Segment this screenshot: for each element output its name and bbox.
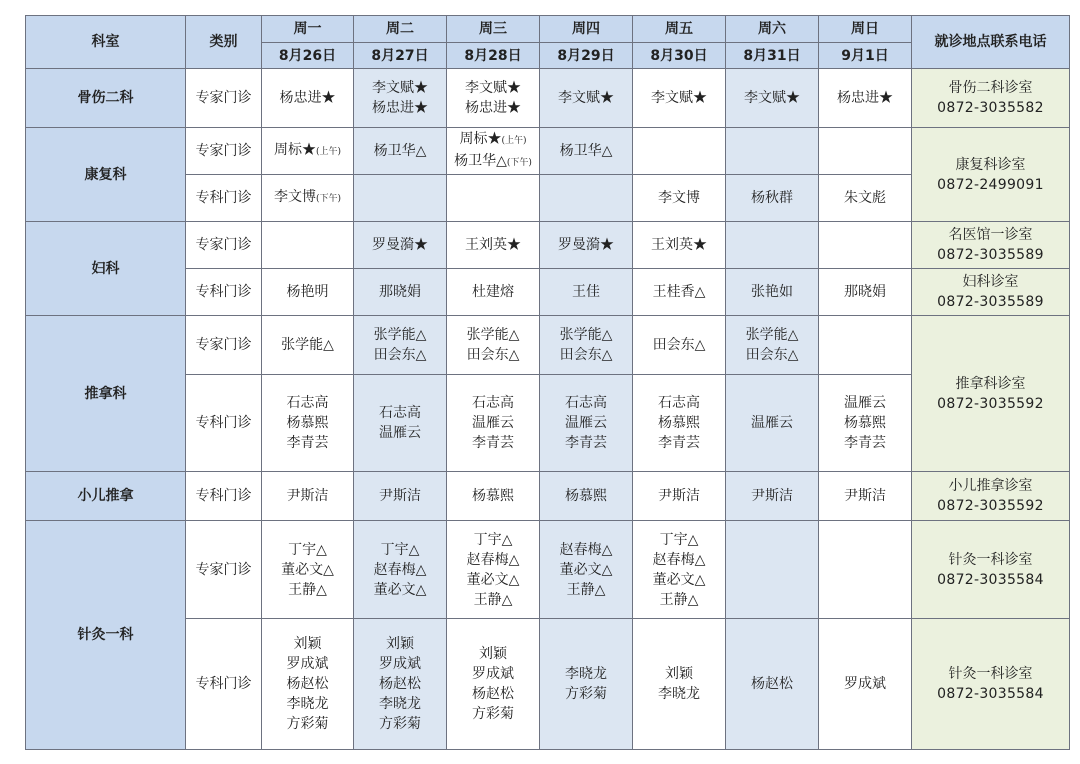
schedule-cell: [262, 269, 354, 316]
doctor-name: 罗成斌: [844, 676, 886, 692]
doctor-name: 田会东△: [559, 347, 613, 363]
doctor-name: 杨卫华△(下午): [454, 153, 532, 169]
table-row: [26, 222, 1070, 269]
doctor-name: 罗曼漪★: [558, 237, 614, 253]
schedule-cell: [540, 269, 633, 316]
schedule-cell: [819, 472, 912, 521]
doctor-name: 罗成斌: [286, 656, 329, 672]
doctor-name: 刘颖: [386, 636, 414, 652]
schedule-cell: [633, 128, 726, 175]
doctor-name: 李文博: [658, 190, 700, 206]
doctor-name: 张学能△: [281, 337, 334, 353]
doctor-name: 赵春梅△: [373, 561, 427, 578]
doctor-name: 石志高: [286, 395, 329, 411]
clinic-type: 专家门诊: [186, 521, 262, 619]
header-day: 周六: [726, 16, 819, 43]
doctor-name: 丁宇△: [288, 541, 327, 558]
doctor-name: 李文博(下午): [273, 189, 342, 205]
doctor-name: 周标★(上午): [459, 131, 527, 147]
doctor-name: 杨卫华△: [373, 143, 427, 159]
schedule-cell: [447, 472, 540, 521]
schedule-cell: [726, 521, 819, 619]
schedule-cell: [354, 619, 447, 750]
department-name: 骨伤二科: [26, 69, 186, 128]
clinic-room: 针灸一科诊室: [948, 666, 1033, 682]
doctor-name: 董必文△: [466, 571, 520, 588]
schedule-cell: [726, 316, 819, 375]
phone-number: 0872-3035589: [937, 247, 1044, 263]
header-date: 9月1日: [819, 43, 912, 69]
doctor-name: 王静△: [659, 591, 699, 608]
schedule-cell: [354, 128, 447, 175]
schedule-cell: [819, 619, 912, 750]
header-date: 8月27日: [354, 43, 447, 69]
doctor-name: 杨忠进★: [837, 90, 893, 106]
schedule-cell: [354, 472, 447, 521]
doctor-name: 李文赋★: [651, 90, 707, 106]
doctor-name: 刘颖: [665, 666, 693, 682]
schedule-cell: [447, 521, 540, 619]
doctor-name: 杨赵松: [379, 676, 421, 692]
schedule-cell: [447, 222, 540, 269]
doctor-name: 温雁云: [565, 415, 607, 431]
header-date: 8月29日: [540, 43, 633, 69]
clinic-type: 专家门诊: [186, 222, 262, 269]
schedule-table: [25, 15, 1070, 750]
header-day: 周四: [540, 16, 633, 43]
doctor-name: 周标★(上午): [273, 142, 342, 158]
header-day: 周一: [262, 16, 354, 43]
clinic-room: 推拿科诊室: [955, 375, 1026, 392]
doctor-name: 王佳: [572, 284, 600, 300]
schedule-cell: [726, 472, 819, 521]
phone-number: 0872-2499091: [937, 176, 1044, 193]
doctor-name: 王刘英★: [651, 237, 707, 253]
schedule-cell: [262, 69, 354, 128]
doctor-name: 王静△: [566, 581, 606, 598]
doctor-name: 张艳如: [751, 284, 793, 300]
doctor-name: 李文赋★: [744, 90, 800, 106]
doctor-name: 石志高: [472, 395, 514, 411]
doctor-name: 李文赋★: [465, 80, 521, 96]
schedule-cell: [633, 269, 726, 316]
schedule-cell: [540, 222, 633, 269]
phone-number: 0872-3035584: [937, 686, 1044, 702]
doctor-name: 方彩菊: [472, 706, 514, 722]
contact-cell: [912, 269, 1070, 316]
schedule-cell: [262, 316, 354, 375]
doctor-name: 丁宇△: [380, 541, 420, 558]
schedule-cell: [354, 175, 447, 222]
department-name: 针灸一科: [26, 521, 186, 750]
clinic-type: 专科门诊: [186, 472, 262, 521]
header-dept: 科室: [26, 16, 186, 69]
doctor-name: 杨赵松: [751, 676, 793, 692]
schedule-cell: [447, 69, 540, 128]
doctor-name: 赵春梅△: [466, 551, 520, 568]
department-name: 推拿科: [26, 316, 186, 472]
doctor-name: 罗成斌: [379, 656, 421, 672]
doctor-name: 杨艳明: [286, 284, 329, 300]
doctor-name: 李青芸: [658, 435, 700, 451]
doctor-name: 董必文△: [652, 571, 706, 588]
schedule-cell: [819, 269, 912, 316]
table-row: [26, 472, 1070, 521]
header-date: 8月26日: [262, 43, 354, 69]
doctor-name: 杨慕熙: [472, 488, 514, 504]
doctor-name: 温雁云: [844, 395, 886, 411]
contact-cell: [912, 472, 1070, 521]
schedule-cell: [633, 222, 726, 269]
clinic-type: 专科门诊: [186, 175, 262, 222]
doctor-name: 张学能△: [745, 327, 799, 343]
doctor-name: 李晓龙: [379, 696, 421, 712]
doctor-name: 方彩菊: [379, 716, 421, 732]
header-date: 8月28日: [447, 43, 540, 69]
doctor-name: 王刘英★: [465, 237, 521, 253]
doctor-name: 石志高: [565, 395, 607, 411]
schedule-cell: [447, 375, 540, 472]
clinic-room: 妇科诊室: [962, 274, 1019, 290]
schedule-cell: [819, 128, 912, 175]
clinic-type: 专科门诊: [186, 375, 262, 472]
phone-number: 0872-3035589: [937, 294, 1044, 310]
header-day: 周日: [819, 16, 912, 43]
doctor-name: 杨忠进★: [372, 100, 428, 116]
contact-cell: [912, 619, 1070, 750]
clinic-room: 小儿推拿诊室: [948, 478, 1033, 494]
doctor-name: 李晓龙: [658, 686, 700, 702]
schedule-cell: [262, 222, 354, 269]
schedule-cell: [540, 69, 633, 128]
schedule-cell: [726, 69, 819, 128]
header-type: 类别: [186, 16, 262, 69]
department-name: 康复科: [26, 128, 186, 222]
phone-number: 0872-3035592: [937, 498, 1044, 514]
doctor-name: 杨赵松: [286, 676, 329, 692]
doctor-name: 丁宇△: [659, 531, 699, 548]
schedule-cell: [633, 175, 726, 222]
schedule-cell: [819, 375, 912, 472]
schedule-cell: [540, 619, 633, 750]
schedule-cell: [633, 472, 726, 521]
doctor-name: 罗成斌: [472, 666, 514, 682]
department-name: 妇科: [26, 222, 186, 316]
doctor-name: 尹斯洁: [379, 488, 421, 504]
phone-number: 0872-3035584: [937, 571, 1044, 588]
doctor-name: 罗曼漪★: [372, 237, 428, 253]
doctor-name: 刘颖: [479, 646, 507, 662]
schedule-cell: [447, 269, 540, 316]
schedule-body: [26, 69, 1070, 750]
department-name: 小儿推拿: [26, 472, 186, 521]
schedule-cell: [633, 521, 726, 619]
schedule-cell: [262, 128, 354, 175]
contact-cell: [912, 222, 1070, 269]
header-day: 周二: [354, 16, 447, 43]
schedule-cell: [262, 619, 354, 750]
schedule-cell: [447, 619, 540, 750]
schedule-cell: [819, 222, 912, 269]
clinic-type: 专家门诊: [186, 316, 262, 375]
doctor-name: 石志高: [658, 395, 700, 411]
clinic-type: 专家门诊: [186, 128, 262, 175]
schedule-cell: [262, 375, 354, 472]
schedule-cell: [354, 375, 447, 472]
schedule-cell: [633, 619, 726, 750]
schedule-cell: [354, 316, 447, 375]
doctor-name: 李晓龙: [565, 666, 607, 682]
doctor-name: 温雁云: [379, 425, 421, 441]
doctor-name: 杨忠进★: [465, 100, 521, 116]
table-row: [26, 69, 1070, 128]
doctor-name: 杨慕熙: [844, 415, 886, 431]
schedule-cell: [354, 269, 447, 316]
schedule-cell: [633, 69, 726, 128]
contact-cell: [912, 69, 1070, 128]
schedule-cell: [633, 316, 726, 375]
phone-number: 0872-3035582: [937, 100, 1044, 116]
doctor-name: 尹斯洁: [751, 488, 793, 504]
doctor-name: 董必文△: [559, 561, 613, 578]
doctor-name: 杨慕熙: [565, 488, 607, 504]
doctor-name: 杨慕熙: [286, 415, 329, 431]
clinic-room: 康复科诊室: [955, 156, 1026, 173]
schedule-cell: [819, 316, 912, 375]
schedule-cell: [540, 175, 633, 222]
doctor-name: 李青芸: [565, 435, 607, 451]
clinic-type: 专科门诊: [186, 269, 262, 316]
doctor-name: 李青芸: [472, 435, 514, 451]
contact-cell: [912, 521, 1070, 619]
header-date: 8月30日: [633, 43, 726, 69]
schedule-cell: [540, 472, 633, 521]
doctor-name: 尹斯洁: [658, 488, 700, 504]
contact-cell: [912, 316, 1070, 472]
doctor-name: 方彩菊: [286, 716, 329, 732]
schedule-cell: [262, 521, 354, 619]
clinic-room: 针灸一科诊室: [948, 551, 1033, 568]
schedule-cell: [447, 175, 540, 222]
doctor-name: 董必文△: [373, 581, 427, 598]
schedule-cell: [354, 521, 447, 619]
doctor-name: 田会东△: [373, 347, 427, 363]
table-row: [26, 521, 1070, 619]
contact-cell: [912, 128, 1070, 222]
clinic-type: 专科门诊: [186, 619, 262, 750]
doctor-name: 温雁云: [472, 415, 514, 431]
doctor-name: 王桂香△: [652, 284, 706, 300]
doctor-name: 朱文彪: [844, 190, 886, 206]
doctor-name: 王静△: [473, 591, 513, 608]
schedule-cell: [726, 175, 819, 222]
doctor-name: 田会东△: [652, 337, 706, 353]
doctor-name: 董必文△: [281, 561, 334, 578]
doctor-name: 张学能△: [559, 327, 613, 343]
schedule-cell: [447, 128, 540, 175]
doctor-name: 赵春梅△: [559, 541, 613, 558]
schedule-cell: [726, 128, 819, 175]
doctor-name: 李文赋★: [372, 80, 428, 96]
doctor-name: 方彩菊: [565, 686, 607, 702]
doctor-name: 那晓娟: [379, 284, 421, 300]
doctor-name: 刘颖: [293, 636, 322, 652]
doctor-name: 张学能△: [373, 327, 427, 343]
doctor-name: 杨秋群: [751, 190, 793, 206]
doctor-name: 张学能△: [466, 327, 520, 343]
schedule-cell: [819, 175, 912, 222]
clinic-room: 名医馆一诊室: [948, 227, 1033, 243]
table-row: [26, 316, 1070, 375]
header-day: 周三: [447, 16, 540, 43]
schedule-cell: [726, 619, 819, 750]
clinic-room: 骨伤二科诊室: [948, 80, 1033, 96]
header-contact: 就诊地点联系电话: [912, 16, 1070, 69]
doctor-name: 李晓龙: [286, 696, 329, 712]
doctor-name: 李文赋★: [558, 90, 614, 106]
doctor-name: 赵春梅△: [652, 551, 706, 568]
phone-number: 0872-3035592: [937, 395, 1044, 412]
schedule-cell: [540, 375, 633, 472]
schedule-cell: [262, 175, 354, 222]
doctor-name: 杜建熔: [472, 284, 514, 300]
schedule-cell: [633, 375, 726, 472]
schedule-cell: [819, 521, 912, 619]
schedule-cell: [819, 69, 912, 128]
schedule-cell: [262, 472, 354, 521]
doctor-name: 田会东△: [745, 347, 799, 363]
header-date: 8月31日: [726, 43, 819, 69]
doctor-name: 尹斯洁: [286, 488, 329, 504]
schedule-cell: [540, 316, 633, 375]
doctor-name: 温雁云: [751, 415, 793, 431]
schedule-cell: [354, 222, 447, 269]
schedule-cell: [726, 222, 819, 269]
doctor-name: 杨赵松: [472, 686, 514, 702]
schedule-cell: [354, 69, 447, 128]
schedule-cell: [540, 521, 633, 619]
schedule-cell: [447, 316, 540, 375]
doctor-name: 李青芸: [286, 435, 329, 451]
header-day: 周五: [633, 16, 726, 43]
doctor-name: 丁宇△: [473, 531, 513, 548]
table-row: [26, 128, 1070, 175]
doctor-name: 杨慕熙: [658, 415, 700, 431]
doctor-name: 尹斯洁: [844, 488, 886, 504]
doctor-name: 王静△: [288, 581, 327, 598]
doctor-name: 杨忠进★: [279, 90, 336, 106]
schedule-cell: [726, 269, 819, 316]
schedule-cell: [726, 375, 819, 472]
doctor-name: 石志高: [379, 405, 421, 421]
doctor-name: 李青芸: [844, 435, 886, 451]
doctor-name: 田会东△: [466, 347, 520, 363]
doctor-name: 那晓娟: [844, 284, 886, 300]
doctor-name: 杨卫华△: [559, 143, 613, 159]
clinic-type: 专家门诊: [186, 69, 262, 128]
schedule-cell: [540, 128, 633, 175]
